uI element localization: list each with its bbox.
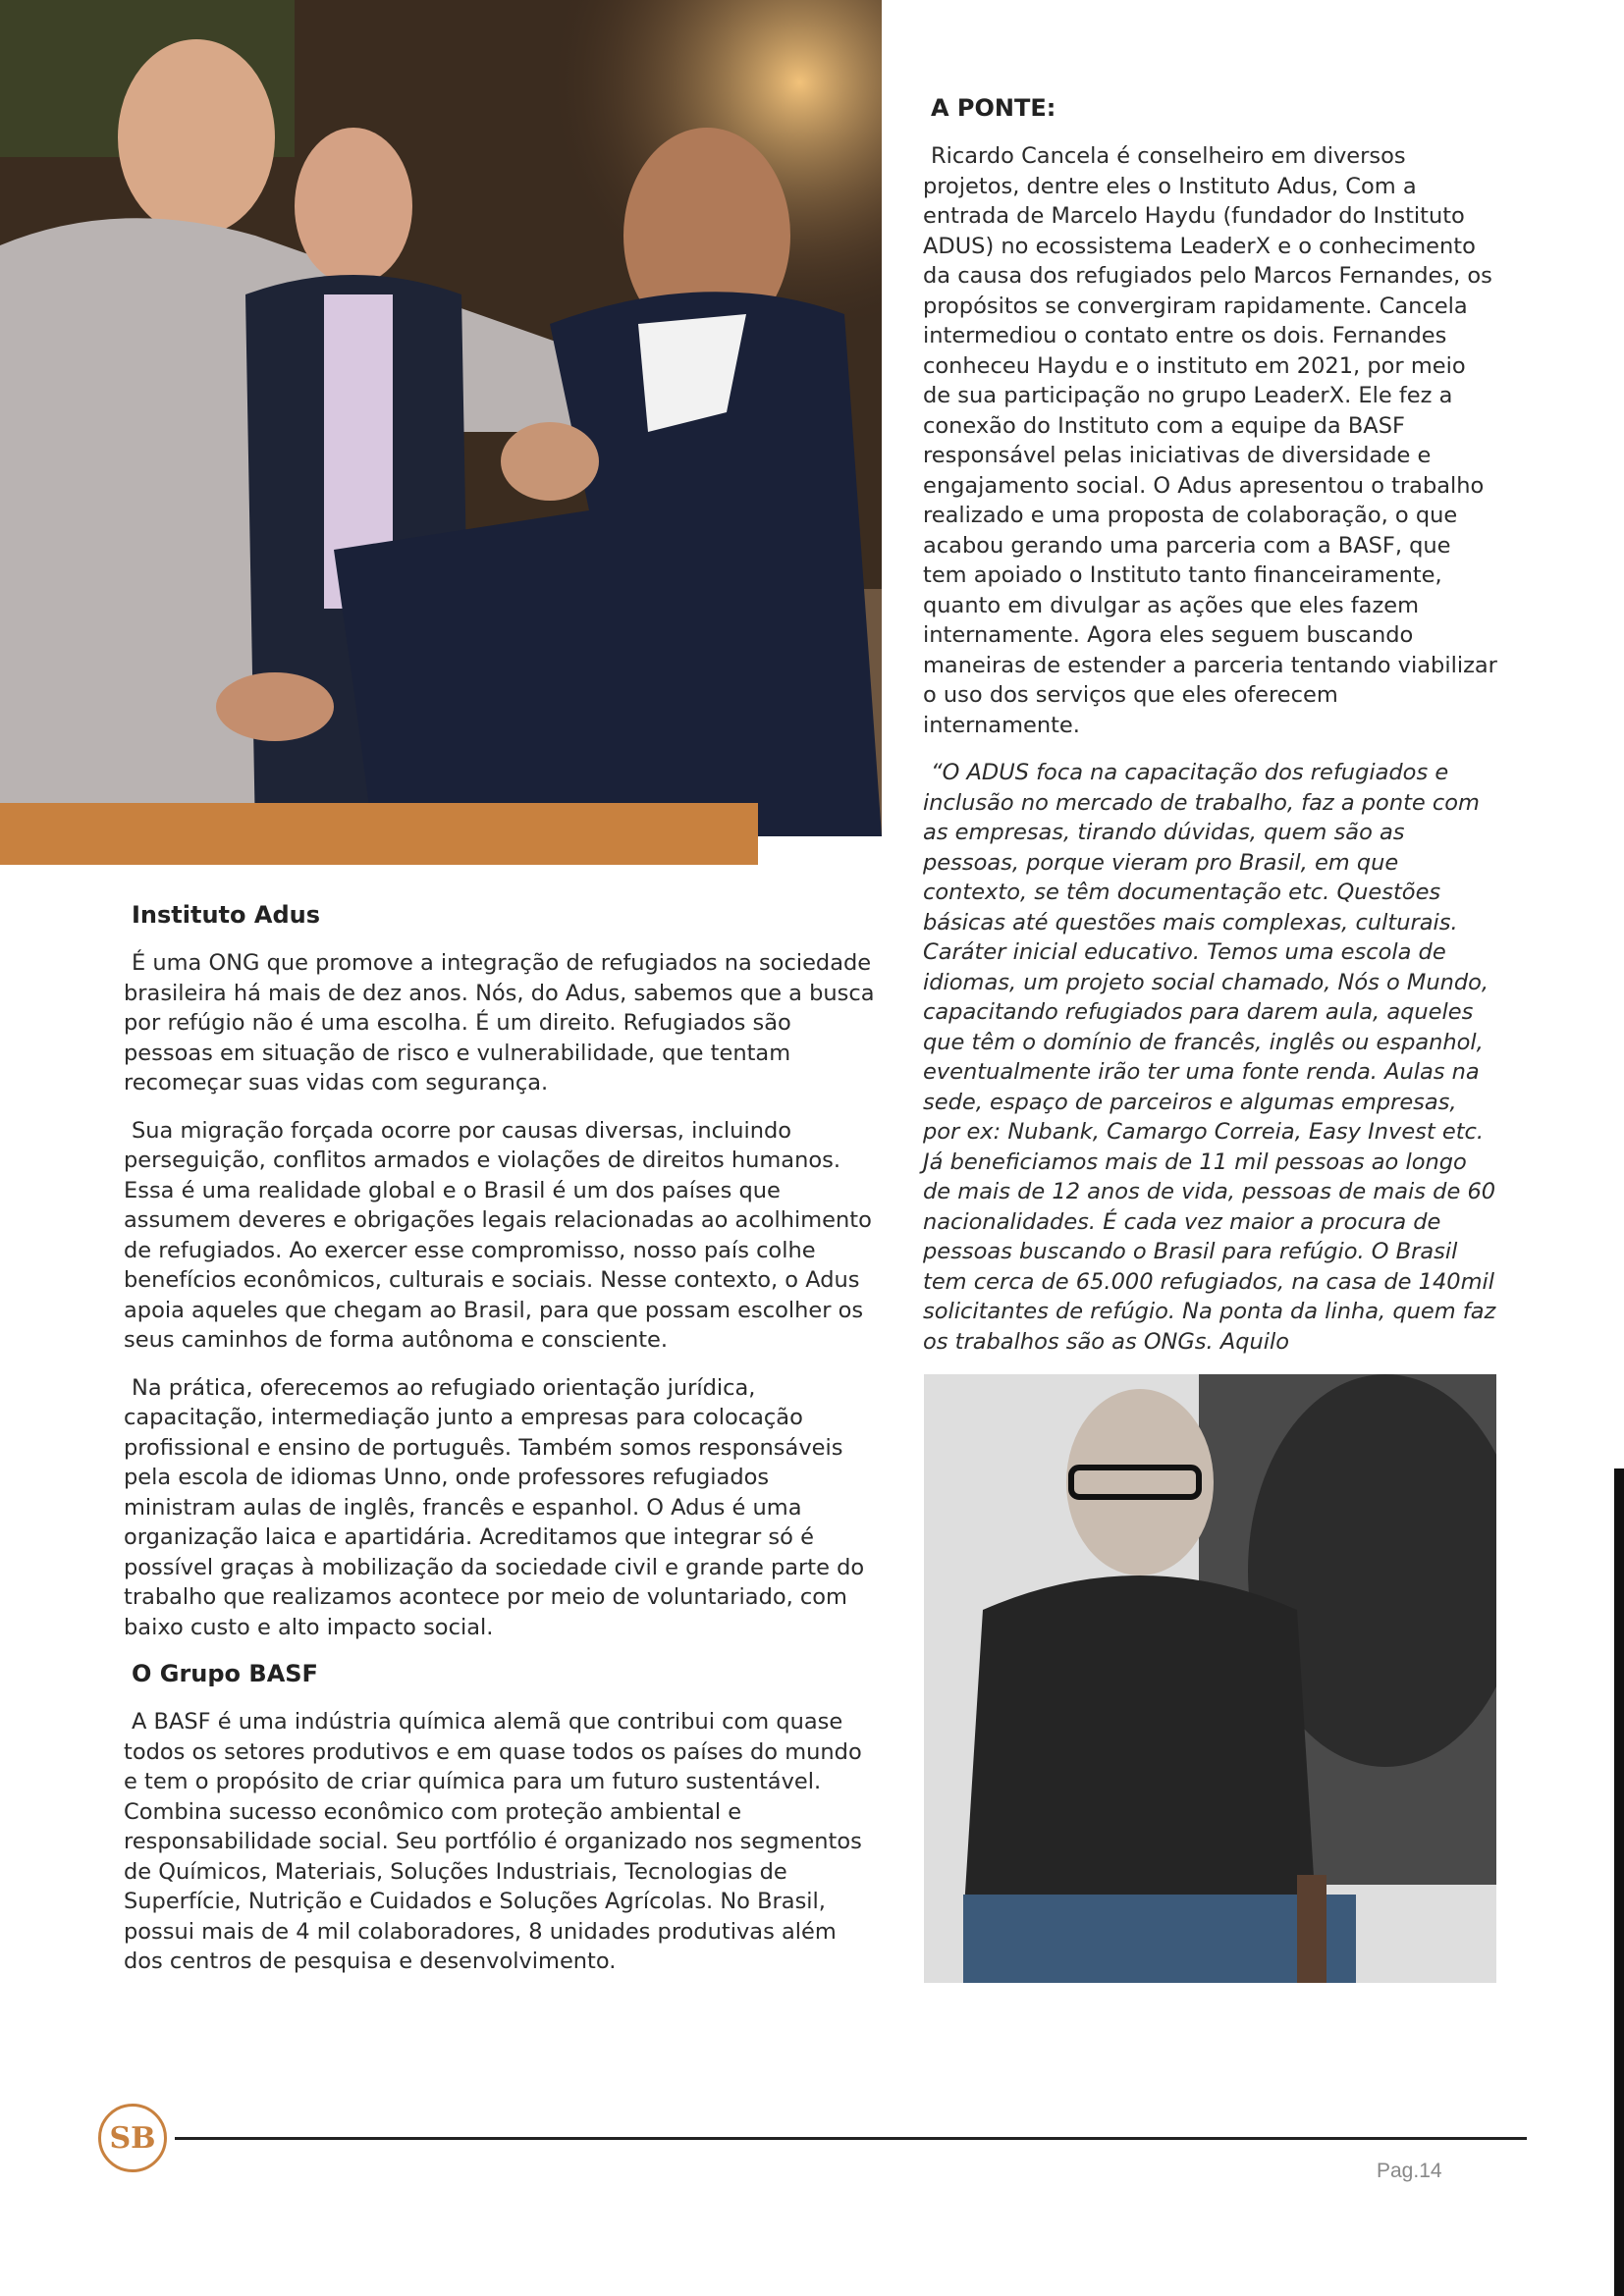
section-title-ponte: A PONTE: — [931, 94, 1056, 122]
section-adus — [124, 901, 880, 1642]
quote-adus: “O ADUS foca na capacitação dos refugiados e inclusão no mercado de trabalho, faz a ponte com as empresas, tirando dúvidas, quem são as pessoas, porque vieram pro Brasil, em que contexto, se têm documentação etc. Questões básicas até questões mais complexas, culturais. Caráter inicial educativo. Temos uma escola de idiomas, um projeto social chamado, Nós o Mundo, capacitando refugiados para darem aula, aqueles que têm o domínio de francês, inglês ou espanhol, eventualmente irão ter uma fonte renda. Aulas na sede, espaço de parceiros e algumas empresas, por ex: Nubank, Camargo Correia, Easy Invest etc. Já beneficiamos mais de 11 mil pessoas ao longo de mais de 12 anos de vida, pessoas de mais de 60 nacionalidades. É cada vez maior a procura de pessoas buscando o Brasil para refúgio. O Brasil tem cerca de 65.000 refugiados, na casa de 140mil solicitantes de refúgio. Na ponta da linha, quem faz os trabalhos são as ONGs. Aquilo — [923, 760, 1496, 1355]
paragraph-ponte: Ricardo Cancela é conselheiro em diversos projetos, dentre eles o Instituto Adus, Com a entrada de Marcelo Haydu (fundador do Instituto ADUS) no ecossistema LeaderX e o conhecimento da causa dos refugiados pelo Marcos Fernandes, os propósitos se convergiram rapidamente. Cancela intermediou o contato entre os dois. Fernandes conheceu Haydu e o instituto em 2021, por meio de sua participação no grupo LeaderX. Ele fez a conexão do Instituto com a equipe da BASF responsável pelas iniciativas de diversidade e engajamento social. O Adus apresentou o trabalho realizado e uma proposta de colaboração, o que acabou gerando uma parceria com a BASF, que tem apoiado o Instituto tanto financeiramente, quanto em divulgar as ações que eles fazem internamente. Agora eles seguem buscando maneiras de estender a parceria tentando viabilizar o uso dos serviços que eles oferecem internamente. — [923, 143, 1497, 738]
logo-text: SB — [109, 2120, 156, 2156]
photo-portrait-illustration — [924, 1374, 1496, 1983]
paragraph-adus-3: Na prática, oferecemos ao refugiado orientação jurídica, capacitação, intermediação junto a empresas para colocação profissional e ensino de português. Também somos responsáveis pela escola de idiomas Unno, onde professores refugiados ministram aulas de inglês, francês e espanhol. O Adus é uma organização laica e apartidária. Acreditamos que integrar só é possível graças à mobilização da sociedade civil e grande parte do trabalho que realizamos acontece por meio de voluntariado, com baixo custo e alto impacto social. — [124, 1374, 865, 1640]
section-title-basf: O Grupo BASF — [132, 1660, 318, 1687]
section-title-adus: Instituto Adus — [132, 901, 320, 929]
photo-handshake — [0, 0, 882, 836]
left-column — [124, 901, 880, 1995]
accent-bar — [0, 803, 758, 865]
section-basf — [124, 1660, 880, 1977]
photo-portrait — [924, 1374, 1496, 1983]
publication-logo — [98, 2104, 167, 2172]
paragraph-adus-2: Sua migração forçada ocorre por causas diversas, incluindo perseguição, conflitos armados e violações de direitos humanos. Essa é uma realidade global e o Brasil é um dos países que assumem deveres e obrigações legais relacionadas ao acolhimento de refugiados. Ao exercer esse compromisso, nosso país colhe benefícios econômicos, culturais e sociais. Nesse contexto, o Adus apoia aqueles que chegam ao Brasil, para que possam escolher os seus caminhos de forma autônoma e consciente. — [124, 1117, 872, 1353]
edge-strip — [1614, 1468, 1624, 2296]
paragraph-basf: A BASF é uma indústria química alemã que contribui com quase todos os setores produtivos e em quase todos os países do mundo e tem o propósito de criar química para um futuro sustentável. Combina sucesso econômico com proteção ambiental e responsabilidade social. Seu portfólio é organizado nos segmentos de Químicos, Materiais, Soluções Industriais, Tecnologias de Superfície, Nutrição e Cuidados e Soluções Agrícolas. No Brasil, possui mais de 4 mil colaboradores, 8 unidades produtivas além dos centros de pesquisa e desenvolvimento. — [124, 1709, 862, 1974]
page-number: Pag.14 — [1377, 2160, 1442, 2182]
paragraph-adus-1: É uma ONG que promove a integração de refugiados na sociedade brasileira há mais de dez anos. Nós, do Adus, sabemos que a busca por refúgio não é uma escolha. É um direito. Refugiados são pessoas em situação de risco e vulnerabilidade, que tentam recomeçar suas vidas com segurança. — [124, 950, 875, 1095]
photo-handshake-illustration — [0, 0, 882, 836]
section-ponte — [923, 94, 1497, 1374]
footer-rule — [175, 2137, 1527, 2140]
